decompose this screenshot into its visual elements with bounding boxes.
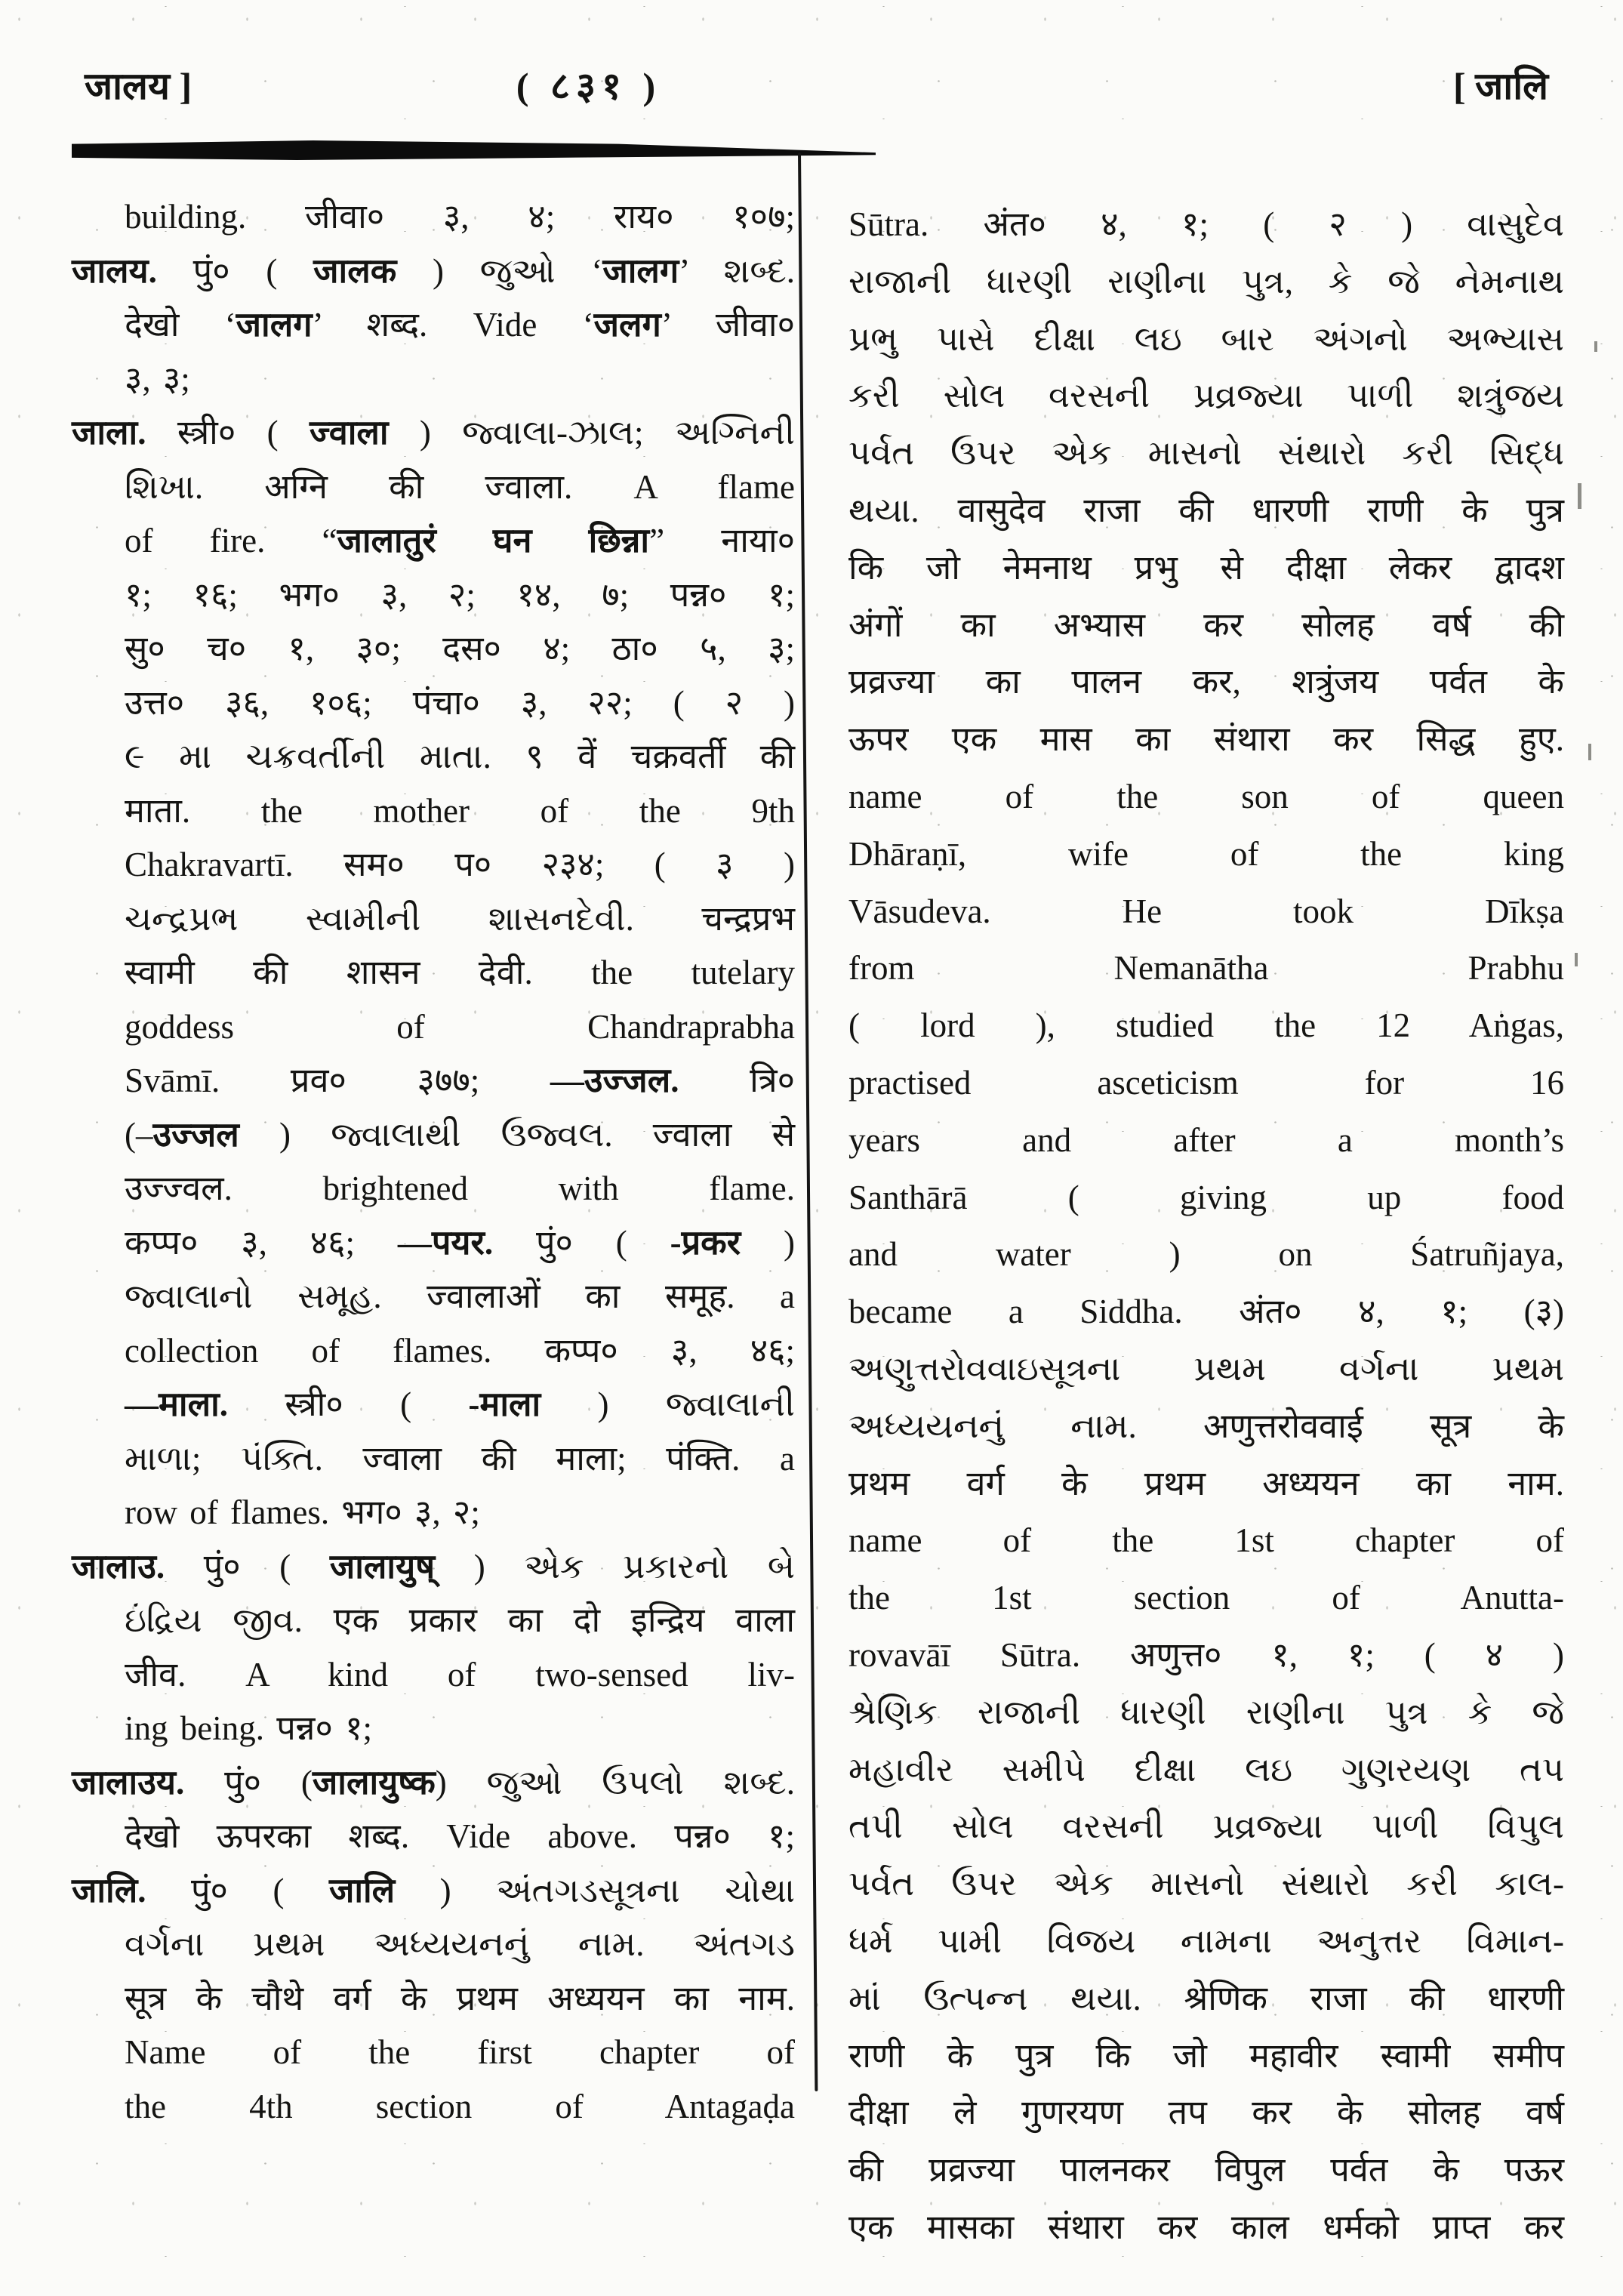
- text-line: [72, 514, 795, 569]
- body-text: થયા. वासुदेव राजा की धारणी राणी के पुत्र: [848, 491, 1564, 529]
- text-line: [848, 940, 1564, 997]
- text-line: [848, 368, 1564, 425]
- text-line: [72, 1648, 795, 1703]
- page-number: ( ८३१ ): [516, 65, 662, 107]
- body-text: ) એક પ્રકારનો બે: [435, 1547, 796, 1586]
- headword-text: जालग: [602, 251, 679, 290]
- body-text: ) જ્વાલાની: [540, 1385, 796, 1423]
- body-text: row of flames. भग० ३, २;: [125, 1493, 480, 1531]
- body-text: જ્વાલાનો સમૂહ. ज्वालाओं का समूह. a: [125, 1277, 795, 1315]
- headword-text: जालय.: [72, 251, 157, 290]
- body-text: ’ शब्द. Vide ‘: [312, 306, 594, 344]
- body-text: Chakravartī. सम० प० २३४; ( ३ ): [125, 846, 795, 883]
- body-text: देखो ‘: [125, 306, 236, 344]
- body-text: તપી સોલ વરસની પ્રવ્રજ્યા પાળી વિપુલ: [848, 1808, 1564, 1846]
- body-text: ઇંદ્રિય જીવ. एक प्रकार का दो इन्द्रिय वाला: [125, 1601, 795, 1639]
- body-text: ) અંતગડસૂત્રના ચોથા: [395, 1871, 795, 1909]
- body-text: ધર્મ પામી વિજય નામના અનુત્તર વિમાન-: [848, 1922, 1564, 1960]
- headword-text: जालि: [328, 1871, 396, 1909]
- text-line: [848, 1341, 1564, 1398]
- body-text: अंगों का अभ्यास कर सोलह वर्ष की: [848, 606, 1564, 644]
- body-text: Sūtra. अंत० ४, १; ( २ ) વાસુદેવ: [848, 205, 1564, 243]
- headword-text: —उज्जल.: [550, 1062, 679, 1099]
- headword-text: जालातुरं घन छिन्ना: [337, 522, 650, 559]
- body-text: and water ) on Śatruñjaya,: [848, 1235, 1564, 1274]
- body-text: years and after a month’s: [848, 1120, 1564, 1159]
- body-text: કરી સોલ વરસની પ્રવ્રજ્યા પાળી શત્રુંજય: [848, 377, 1564, 415]
- text-line: [72, 1540, 795, 1595]
- text-line: [72, 1864, 795, 1918]
- text-line: [72, 1972, 795, 2026]
- text-line: [848, 1798, 1564, 1856]
- text-line: [72, 730, 795, 784]
- body-text: the 4th section of Antagaḍa: [125, 2087, 795, 2125]
- body-text: ) જ્વાલાથી ઉજ્વલ. ज्वाला से: [239, 1115, 795, 1154]
- body-text: सु० च० १, ३०; दस० ४; ठा० ५, ३;: [125, 630, 795, 667]
- body-text: Dhāraṇī, wife of the king: [848, 834, 1564, 873]
- body-text: कप्प० ३, ४६;: [125, 1223, 398, 1262]
- body-text: અણુત્તરોવવાઇસૂત્રના પ્રથમ વર્ગના પ્રથમ: [848, 1349, 1564, 1388]
- text-line: [848, 1512, 1564, 1570]
- body-text: स्वामी की शासन देवी. the tutelary: [125, 954, 795, 991]
- body-text: ) જ્વાલા-ઝાલ; અગ્નિની: [388, 414, 795, 451]
- text-line: [848, 311, 1564, 368]
- text-line: [72, 892, 795, 947]
- header-catchword-right: [ जालि: [1453, 65, 1549, 107]
- body-text: उज्ज्वल. brightened with flame.: [125, 1170, 795, 1207]
- text-line: [72, 946, 795, 1000]
- body-text: Name of the first chapter of: [125, 2033, 795, 2071]
- text-line: [848, 997, 1564, 1055]
- body-text: practised asceticism for 16: [848, 1063, 1564, 1102]
- text-line: [848, 254, 1564, 311]
- headword-text: -प्रकर: [670, 1223, 741, 1262]
- text-line: [72, 353, 795, 407]
- body-text: વર્ગના પ્રથમ અધ્યયનનું નામ. અંતગડ: [125, 1925, 795, 1963]
- text-line: [848, 769, 1564, 826]
- headword-text: -माला: [468, 1385, 541, 1423]
- body-text: Vāsudeva. He took Dīkṣa: [848, 892, 1564, 930]
- text-line: [848, 1627, 1564, 1684]
- text-line: [848, 2028, 1564, 2085]
- scan-edge-artifact: [1594, 341, 1597, 352]
- text-line: [72, 676, 795, 731]
- text-line: [72, 1108, 795, 1163]
- body-text: देखो ऊपरका शब्द. Vide above. पन्न० १;: [125, 1817, 795, 1855]
- text-line: [848, 540, 1564, 597]
- scan-edge-artifact: [1588, 744, 1591, 760]
- headword-text: जालि.: [72, 1871, 146, 1909]
- body-text: ” नाया०: [649, 522, 795, 559]
- scan-edge-artifact: [1575, 953, 1578, 966]
- body-text: उत्त० ३६, १०६; पंचा० ३, २२; ( २ ): [125, 683, 795, 722]
- text-line: [72, 1378, 795, 1432]
- scan-edge-artifact: [1578, 483, 1581, 509]
- text-line: [72, 1432, 795, 1487]
- text-line: [72, 298, 795, 353]
- text-line: [72, 1270, 795, 1324]
- body-text: (–: [125, 1115, 153, 1154]
- body-text: जीव. A kind of two-sensed liv-: [125, 1655, 795, 1693]
- body-text: पुं० (: [165, 1547, 330, 1586]
- body-text: प्रथम वर्ग के प्रथम अध्ययन का नाम.: [848, 1464, 1564, 1502]
- body-text: rovavāī Sūtra. अणुत्त० १, १; ( ४ ): [848, 1635, 1564, 1674]
- text-line: [72, 1000, 795, 1055]
- body-text: name of the son of queen: [848, 777, 1564, 815]
- text-line: [848, 1971, 1564, 2028]
- body-text: of fire. “: [125, 522, 337, 559]
- text-line: [72, 406, 795, 461]
- body-text: name of the 1st chapter of: [848, 1521, 1564, 1560]
- headword-text: जालाउय.: [72, 1763, 185, 1801]
- body-text: पुं० (: [184, 1763, 313, 1801]
- body-text: શિખા. अग्नि की ज्वाला. A flame: [125, 467, 795, 506]
- body-text: पुं० (: [146, 1871, 329, 1909]
- body-text: ऊपर एक मास का संथारा कर सिद्ध हुए.: [848, 720, 1564, 759]
- text-line: [72, 569, 795, 623]
- text-line: [848, 1742, 1564, 1799]
- text-line: [72, 461, 795, 515]
- text-line: [72, 190, 795, 245]
- body-text: ’ जीवा०: [661, 306, 795, 344]
- text-line: [72, 1216, 795, 1271]
- body-text: became a Siddha. अंत० ४, १; (३): [848, 1293, 1564, 1331]
- headword-text: जालग: [236, 306, 313, 344]
- body-text: the 1st section of Anutta-: [848, 1579, 1564, 1617]
- body-text: की प्रव्रज्या पालनकर विपुल पर्वत के पऊर: [848, 2151, 1564, 2190]
- text-line: [848, 1570, 1564, 1627]
- text-line: [72, 2080, 795, 2134]
- column-divider-line: [798, 153, 818, 2091]
- text-line: [848, 1226, 1564, 1284]
- text-line: [848, 883, 1564, 941]
- body-text: स्त्री० (: [227, 1385, 469, 1423]
- text-line: [72, 784, 795, 839]
- body-text: राणी के पुत्र कि जो महावीर स्वामी समीप: [848, 2036, 1564, 2075]
- header-catchword-left: जालय ]: [85, 65, 192, 107]
- text-line: [848, 2199, 1564, 2257]
- body-text: પર્વત ઉપર એક માસનો સંથારો કરી સિદ્ધ: [848, 434, 1564, 473]
- body-text: पुं० (: [493, 1223, 670, 1262]
- body-text: goddess of Chandraprabha: [125, 1007, 795, 1046]
- body-text: ’ શબ્દ.: [679, 251, 795, 290]
- body-text: ચન્દ્રપ્રભ સ્વામીની શાસનદેવી. चन्द्रप्रभ: [125, 899, 795, 938]
- body-text: ( lord ), studied the 12 Aṅgas,: [848, 1006, 1564, 1045]
- body-text: અધ્યયનનું નામ. अणुत्तरोववाई सूत्र के: [848, 1407, 1564, 1445]
- text-line: [848, 1112, 1564, 1170]
- text-line: [72, 2026, 795, 2080]
- body-text: માળા; પંક્તિ. ज्वाला की माला; पंक्ति. a: [125, 1439, 795, 1478]
- body-text: ३, ३;: [125, 359, 190, 398]
- body-text: त्रि०: [679, 1062, 796, 1099]
- body-text: प्रव्रज्या का पालन कर, शत्रुंजय पर्वत के: [848, 663, 1564, 701]
- body-text: एक मासका संथारा कर काल धर्मको प्राप्त कर: [848, 2208, 1564, 2246]
- body-text: ing being. पन्न० १;: [125, 1709, 372, 1747]
- text-line: [72, 1162, 795, 1216]
- text-line: [72, 1702, 795, 1756]
- headword-text: जाला.: [72, 414, 146, 451]
- body-text: दीक्षा ले गुणरयण तप कर के सोलह वर्ष: [848, 2094, 1564, 2132]
- body-text: માં ઉત્પન્ન થયા. श्रेणिक राजा की धारणी: [848, 1979, 1564, 2017]
- text-line: [848, 1170, 1564, 1227]
- text-line: [72, 1756, 795, 1811]
- body-text: १; १६; भग० ३, २; १४, ७; पन्न० १;: [125, 575, 795, 614]
- text-line: [72, 1594, 795, 1648]
- body-text: પ્રભુ પાસે દીક્ષા લઇ બાર અંગનો અભ્યાસ: [848, 319, 1564, 358]
- text-line: [848, 196, 1564, 254]
- body-text: कि जो नेमनाथ प्रभु से दीक्षा लेकर द्वादश: [848, 548, 1564, 587]
- text-line: [848, 2142, 1564, 2199]
- headword-text: जालायुष्क: [312, 1763, 436, 1801]
- text-line: [848, 1456, 1564, 1513]
- body-text: ) જુઓ ‘: [396, 251, 603, 290]
- body-text: ૯ મા ચક્રવર્તીની માતા. ९ वें चक्रवर्ती की: [125, 738, 795, 775]
- text-line: [848, 1055, 1564, 1112]
- text-line: [848, 1284, 1564, 1341]
- body-text: Santhārā ( giving up food: [848, 1178, 1564, 1216]
- headword-text: जालायुष्: [329, 1547, 436, 1586]
- text-line: [848, 654, 1564, 711]
- body-text: શ્રેણિક રાજાની ધારણી રાણીના પુત્ર કે જે: [848, 1693, 1564, 1731]
- text-line: [848, 2085, 1564, 2142]
- body-text: collection of flames. कप्प० ३, ४६;: [125, 1331, 795, 1370]
- text-line: [72, 245, 795, 299]
- headword-text: ज्वाला: [309, 414, 389, 451]
- text-line: [72, 1810, 795, 1864]
- body-text: પર્વત ઉપર એક માસનો સંથારો કરી કાલ-: [848, 1865, 1564, 1903]
- headword-text: जालाउ.: [72, 1547, 165, 1586]
- body-text: स्त्री० (: [146, 414, 310, 451]
- text-line: [848, 1398, 1564, 1456]
- headword-text: जलग: [593, 306, 661, 344]
- text-line: [848, 1684, 1564, 1742]
- text-line: [848, 711, 1564, 769]
- header-rule: [72, 140, 876, 160]
- body-text: Svāmī. प्रव० ३७७;: [125, 1062, 550, 1099]
- text-line: [848, 425, 1564, 482]
- body-text: माता. the mother of the 9th: [125, 791, 795, 830]
- text-line: [848, 1913, 1564, 1971]
- headword-text: —पयर.: [397, 1223, 494, 1262]
- text-line: [848, 1856, 1564, 1913]
- body-text: ) જુઓ ઉપલો શબ્દ.: [435, 1763, 795, 1801]
- body-text: building. जीवा० ३, ४; राय० १०७;: [125, 198, 795, 236]
- body-text: सूत्र के चौथे वर्ग के प्रथम अध्ययन का नाम.: [125, 1979, 795, 2017]
- right-column: [848, 196, 1564, 2257]
- text-line: [848, 826, 1564, 883]
- text-line: [848, 482, 1564, 540]
- text-line: [72, 1486, 795, 1540]
- headword-text: —माला.: [125, 1385, 228, 1423]
- headword-text: उज्जल: [152, 1115, 239, 1154]
- body-text: ): [741, 1223, 795, 1262]
- left-column: [72, 190, 795, 2134]
- text-line: [72, 838, 795, 892]
- text-line: [848, 597, 1564, 655]
- headword-text: जालक: [313, 251, 397, 290]
- text-line: [72, 622, 795, 676]
- text-line: [72, 1324, 795, 1379]
- body-text: पुं० (: [156, 251, 314, 290]
- text-line: [72, 1918, 795, 1972]
- text-line: [72, 1054, 795, 1108]
- body-text: મહાવીર સમીપે દીક્ષા લઇ ગુણરયણ તપ: [848, 1750, 1564, 1789]
- body-text: રાજાની ધારણી રાણીના પુત્ર, કે જે નેમનાથ: [848, 262, 1564, 300]
- body-text: from Nemanātha Prabhu: [848, 949, 1564, 988]
